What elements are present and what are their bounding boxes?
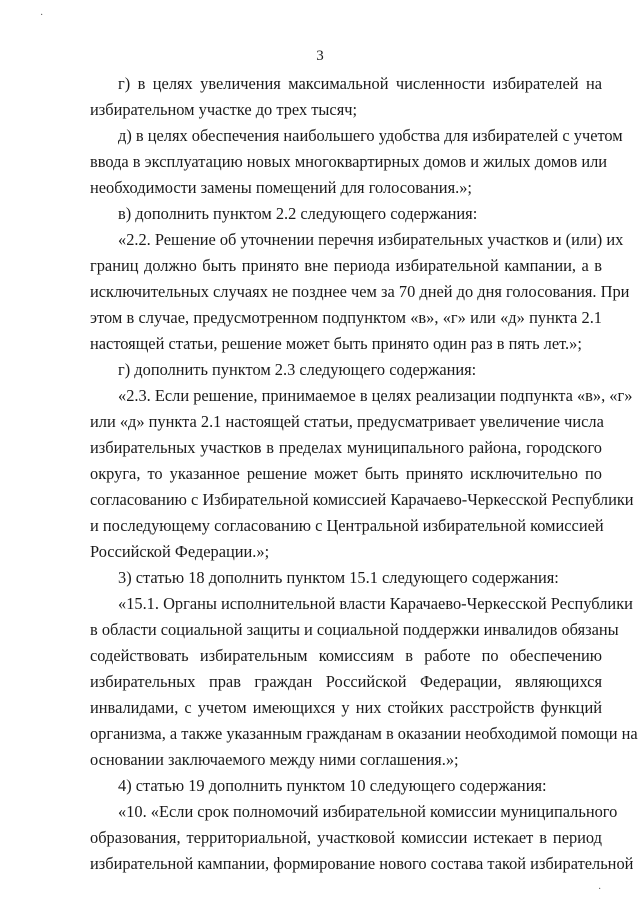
text-line: необходимости замены помещений для голосования.»; [90,178,472,197]
text-line: в) дополнить пунктом 2.2 следующего содержания: [118,204,478,223]
text-line: инвалидами, с учетом имеющихся у них стойких расстройств функций [90,698,602,717]
text-line: в области социальной защиты и социальной поддержки инвалидов обязаны [90,620,619,639]
text-line: г) дополнить пунктом 2.3 следующего содержания: [118,360,477,379]
text-line: «15.1. Органы исполнительной власти Карачаево-Черкесской Республики [118,594,633,613]
text-line: избирательных прав граждан Российской Федерации, являющихся [90,672,602,691]
text-line: д) в целях обеспечения наибольшего удобства для избирателей с учетом [118,126,623,145]
text-line: исключительных случаях не позднее чем за 70 дней до дня голосования. При [90,282,630,301]
text-line: ввода в эксплуатацию новых многоквартирных домов и жилых домов или [90,152,608,171]
text-line: избирательных участков в пределах муниципального района, городского [90,438,602,457]
text-line: согласованию с Избирательной комиссией Карачаево-Черкесской Республики [90,490,634,509]
text-line: Российской Федерации.»; [90,542,270,561]
text-line: 3) статью 18 дополнить пунктом 15.1 следующего содержания: [118,568,559,587]
text-line: избирательном участке до трех тысяч; [90,100,358,119]
text-line: этом в случае, предусмотренном подпунктом «в», «г» или «д» пункта 2.1 [90,308,602,327]
text-line: основании заключаемого между ними соглашения.»; [90,750,459,769]
text-line: «10. «Если срок полномочий избирательной комиссии муниципального [118,802,618,821]
text-line: избирательной кампании, формирование нового состава такой избирательной [90,854,634,873]
text-line: «2.2. Решение об уточнении перечня избирательных участков и (или) их [118,230,624,249]
text-line: и последующему согласованию с Центральной избирательной комиссией [90,516,604,535]
page-number: 3 [316,48,324,64]
bottom-mark: · [598,884,602,895]
text-line: границ должно быть принято вне периода избирательной кампании, а в [90,256,602,275]
text-line: организма, а также указанным гражданам в оказании необходимой помощи на [90,724,638,743]
text-line: образования, территориальной, участковой комиссии истекает в период [90,828,602,847]
text-line: «2.3. Если решение, принимаемое в целях реализации подпункта «в», «г» [118,386,633,405]
text-line: г) в целях увеличения максимальной численности избирателей на [118,74,602,93]
text-line: содействовать избирательным комиссиям в работе по обеспечению [90,646,602,665]
text-line: 4) статью 19 дополнить пунктом 10 следующего содержания: [118,776,547,795]
text-line: округа, то указанное решение может быть принято исключительно по [90,464,602,483]
corner-mark: · [40,10,44,21]
text-line: настоящей статьи, решение может быть принято один раз в пять лет.»; [90,334,582,353]
text-line: или «д» пункта 2.1 настоящей статьи, предусматривает увеличение числа [90,412,604,431]
